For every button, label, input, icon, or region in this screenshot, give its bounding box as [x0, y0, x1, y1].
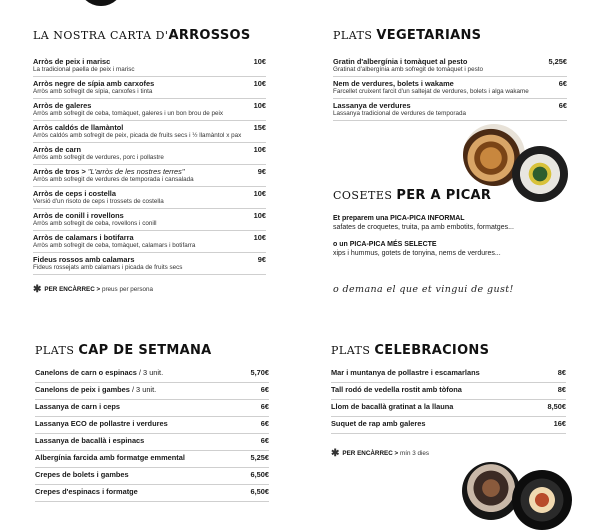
- menu-item-name: [331, 402, 566, 411]
- menu-item-name-text: Arròs de carn: [33, 145, 82, 154]
- menu-item-name-text: Lassanya de verdures: [333, 101, 411, 110]
- menu-item-price: 8€: [557, 368, 566, 377]
- asterisk-icon: ✱: [331, 448, 340, 459]
- menu-item-price: 15€: [253, 123, 266, 132]
- menu-item-price: 10€: [253, 101, 266, 110]
- menu-item: [35, 451, 269, 468]
- pica-selecte-block: [333, 240, 501, 258]
- menu-item: [331, 400, 566, 417]
- menu-item-description: Arròs amb sofregit de ceba, rovellons i conill: [33, 220, 157, 227]
- menu-item-price: 6€: [260, 419, 269, 428]
- menu-item: [33, 165, 266, 187]
- menu-item: [33, 143, 266, 165]
- vegetarians-title-light: PLATS: [333, 29, 377, 42]
- menu-item-description: Arròs amb sofregit de verdures, porc i pollastre: [33, 154, 164, 161]
- picar-title-light: COSETES: [333, 189, 397, 202]
- menu-item-name-text: Arròs caldós de llamàntol: [33, 123, 124, 132]
- menu-item-name-text: Fideus rossos amb calamars: [33, 255, 135, 264]
- menu-item-name-text: Arròs de tros >: [33, 167, 88, 176]
- menu-item-name: [35, 453, 269, 462]
- menu-item: [333, 55, 567, 77]
- menu-item: [33, 231, 266, 253]
- menu-item-price: 6€: [260, 402, 269, 411]
- menu-item-name: [35, 436, 269, 445]
- menu-item-name-text: Llom de bacallà gratinat a la llauna: [331, 402, 454, 411]
- picar-section-title: [333, 188, 491, 203]
- menu-item-name-text: Arròs de galeres: [33, 101, 92, 110]
- menu-item-name: [35, 402, 269, 411]
- pica-informal-title: Et preparem una PICA-PICA INFORMAL: [333, 215, 465, 222]
- arrossos-list: [33, 55, 266, 275]
- menu-item-name-text: Arròs negre de sípia amb carxofes: [33, 79, 155, 88]
- menu-item-name-text: Arròs de ceps i costella: [33, 189, 116, 198]
- menu-item-description: Gratinat d'albergínia amb sofregit de tomàquet i pesto: [333, 66, 483, 73]
- menu-item-name-italic: "L'arròs de les nostres terres": [87, 167, 185, 176]
- menu-item-price: 8€: [557, 385, 566, 394]
- menu-item-description: Arròs amb sofregit de ceba, tomàquet, galeres i un bon brou de peix: [33, 110, 224, 117]
- menu-item-name-text: Arròs de peix i marisc: [33, 57, 111, 66]
- menu-item-name: [33, 211, 266, 220]
- pica-informal-desc: safates de croquetes, truita, pa amb embotits, formatges...: [333, 224, 514, 231]
- menu-item-price: 10€: [253, 233, 266, 242]
- vegetarians-list: [333, 55, 567, 121]
- menu-item-name-text: Gratin d'albergínia i tomàquet al pesto: [333, 57, 468, 66]
- menu-item-price: 9€: [257, 167, 266, 176]
- menu-item-price: 16€: [553, 419, 566, 428]
- pica-selecte-desc: xips i hummus, gotets de tonyina, nems de verdures...: [333, 250, 501, 257]
- celebracions-note-bold: PER ENCÀRREC >: [342, 450, 399, 457]
- menu-item-unit: / 3 unit.: [136, 368, 164, 377]
- menu-item: [35, 434, 269, 451]
- menu-item-description: Arròs amb sofregit de sípia, carxofes i tinta: [33, 88, 153, 95]
- menu-item: [33, 187, 266, 209]
- menu-item: [33, 99, 266, 121]
- menu-item-name: [33, 101, 266, 110]
- vegetarians-section-title: [333, 28, 481, 43]
- menu-item-name: [333, 57, 567, 66]
- menu-item-name: [33, 123, 266, 132]
- menu-item: [331, 383, 566, 400]
- menu-item-name: [331, 385, 566, 394]
- menu-item-description: Arròs amb sofregit de ceba, tomàquet, calamars i botifarra: [33, 242, 196, 249]
- cap-setmana-title-light: PLATS: [35, 344, 79, 357]
- celebracions-list: [331, 366, 566, 434]
- menu-item: [33, 209, 266, 231]
- celebracions-title-bold: CELEBRACIONS: [374, 343, 490, 358]
- menu-item-name: [331, 419, 566, 428]
- menu-item-name: [333, 79, 567, 88]
- menu-item: [35, 366, 269, 383]
- menu-item-name-text: Nem de verdures, bolets i wakame: [333, 79, 454, 88]
- menu-item-price: 8,50€: [547, 402, 566, 411]
- picar-script-tagline: o demana el que et vingui de gust!: [333, 284, 514, 295]
- cap-setmana-section-title: [35, 343, 212, 358]
- cap-setmana-title-bold: CAP DE SETMANA: [78, 343, 212, 358]
- menu-item-name: [33, 79, 266, 88]
- menu-item-price: 10€: [253, 57, 266, 66]
- menu-item-name-text: Lassanya de carn i ceps: [35, 402, 121, 411]
- menu-item-name: [35, 487, 269, 496]
- asterisk-icon: ✱: [33, 284, 42, 295]
- menu-item: [33, 121, 266, 143]
- menu-item: [35, 485, 269, 502]
- menu-item-name-text: Canelons de peix i gambes: [35, 385, 130, 394]
- celebracions-section-title: [331, 343, 489, 358]
- menu-item-name: [35, 368, 269, 377]
- pica-selecte-title: o un PICA-PICA MÉS SELECTE: [333, 241, 437, 248]
- menu-item-price: 9€: [257, 255, 266, 264]
- menu-item-name-text: Arròs de conill i rovellons: [33, 211, 124, 220]
- menu-item-name-text: Canelons de carn o espinacs: [35, 368, 137, 377]
- menu-item-price: 10€: [253, 79, 266, 88]
- menu-item-name-text: Tall rodó de vedella rostit amb tòfona: [331, 385, 462, 394]
- menu-item-name: [33, 255, 266, 264]
- roast-dish-photo: [462, 462, 520, 520]
- menu-item: [333, 99, 567, 121]
- menu-item-name: [35, 419, 269, 428]
- menu-item: [333, 77, 567, 99]
- menu-item: [35, 417, 269, 434]
- arrossos-title-light: LA NOSTRA CARTA D': [33, 29, 169, 42]
- menu-item: [331, 366, 566, 383]
- menu-item-name-text: Crepes d'espinacs i formatge: [35, 487, 138, 496]
- vegetable-dish-photo: [512, 146, 568, 202]
- menu-item-price: 6,50€: [250, 487, 269, 496]
- menu-item-name: [33, 167, 266, 176]
- menu-item-name: [33, 57, 266, 66]
- menu-item-description: Farcellet cruixent farcit d'un saltejat de verdures, bolets i alga wakame: [333, 88, 529, 95]
- menu-item: [33, 55, 266, 77]
- menu-item-price: 10€: [253, 145, 266, 154]
- arrossos-order-note: [33, 284, 153, 295]
- menu-item-name-text: Lassanya ECO de pollastre i verdures: [35, 419, 168, 428]
- menu-item-name-text: Mar i muntanya de pollastre i escamarlans: [331, 368, 480, 377]
- menu-item-unit: / 3 unit.: [129, 385, 157, 394]
- celebracions-title-light: PLATS: [331, 344, 375, 357]
- menu-item-name: [35, 385, 269, 394]
- menu-item-name-text: Albergínia farcida amb formatge emmental: [35, 453, 185, 462]
- menu-item-price: 10€: [253, 189, 266, 198]
- picar-title-bold: PER A PICAR: [396, 188, 492, 203]
- menu-item-price: 5,25€: [548, 57, 567, 66]
- menu-item: [331, 417, 566, 434]
- menu-item-description: Lassanya tradicional de verdures de temporada: [333, 110, 467, 117]
- menu-item-name: [333, 101, 567, 110]
- menu-item-name-text: Lassanya de bacallà i espinacs: [35, 436, 145, 445]
- menu-item-price: 6,50€: [250, 470, 269, 479]
- menu-item-description: Fideus rossejats amb calamars i picada de fruits secs: [33, 264, 183, 271]
- menu-item-description: La tradicional paella de peix i marisc: [33, 66, 135, 73]
- seafood-dish-photo: [512, 470, 572, 530]
- menu-item-name: [33, 145, 266, 154]
- menu-item-name: [33, 233, 266, 242]
- menu-item: [33, 77, 266, 99]
- menu-item-price: 6€: [558, 79, 567, 88]
- menu-item-description: Arròs caldós amb sofregit de peix, picada de fruits secs i ½ llamàntol x pax: [33, 132, 242, 139]
- header-decoration: [78, 0, 124, 6]
- menu-item-name-text: Suquet de rap amb galeres: [331, 419, 426, 428]
- menu-item-price: 6€: [260, 385, 269, 394]
- menu-item: [35, 383, 269, 400]
- menu-item-description: Versió d'un risoto de ceps i trossets de costella: [33, 198, 164, 205]
- menu-item-name: [331, 368, 566, 377]
- menu-item-price: 6€: [260, 436, 269, 445]
- menu-item: [35, 400, 269, 417]
- menu-item-price: 10€: [253, 211, 266, 220]
- vegetarians-title-bold: VEGETARIANS: [376, 28, 482, 43]
- menu-item-name-text: Arròs de calamars i botifarra: [33, 233, 134, 242]
- cap-setmana-list: [35, 366, 269, 502]
- menu-item-description: Arròs amb sofregit de verdures de temporada i cansalada: [33, 176, 194, 183]
- celebracions-note-text: mín 3 dies: [399, 450, 430, 457]
- menu-item-name: [33, 189, 266, 198]
- arrossos-note-text: preus per persona: [101, 286, 154, 293]
- celebracions-order-note: [331, 448, 429, 459]
- menu-item-price: 5,25€: [250, 453, 269, 462]
- menu-item: [33, 253, 266, 275]
- arrossos-title-bold: ARROSSOS: [168, 28, 251, 43]
- menu-item-price: 6€: [558, 101, 567, 110]
- menu-item: [35, 468, 269, 485]
- arrossos-section-title: [33, 28, 251, 43]
- arrossos-note-bold: PER ENCÀRREC >: [44, 286, 101, 293]
- pica-informal-block: [333, 214, 514, 232]
- menu-item-name: [35, 470, 269, 479]
- menu-item-price: 5,70€: [250, 368, 269, 377]
- menu-item-name-text: Crepes de bolets i gambes: [35, 470, 129, 479]
